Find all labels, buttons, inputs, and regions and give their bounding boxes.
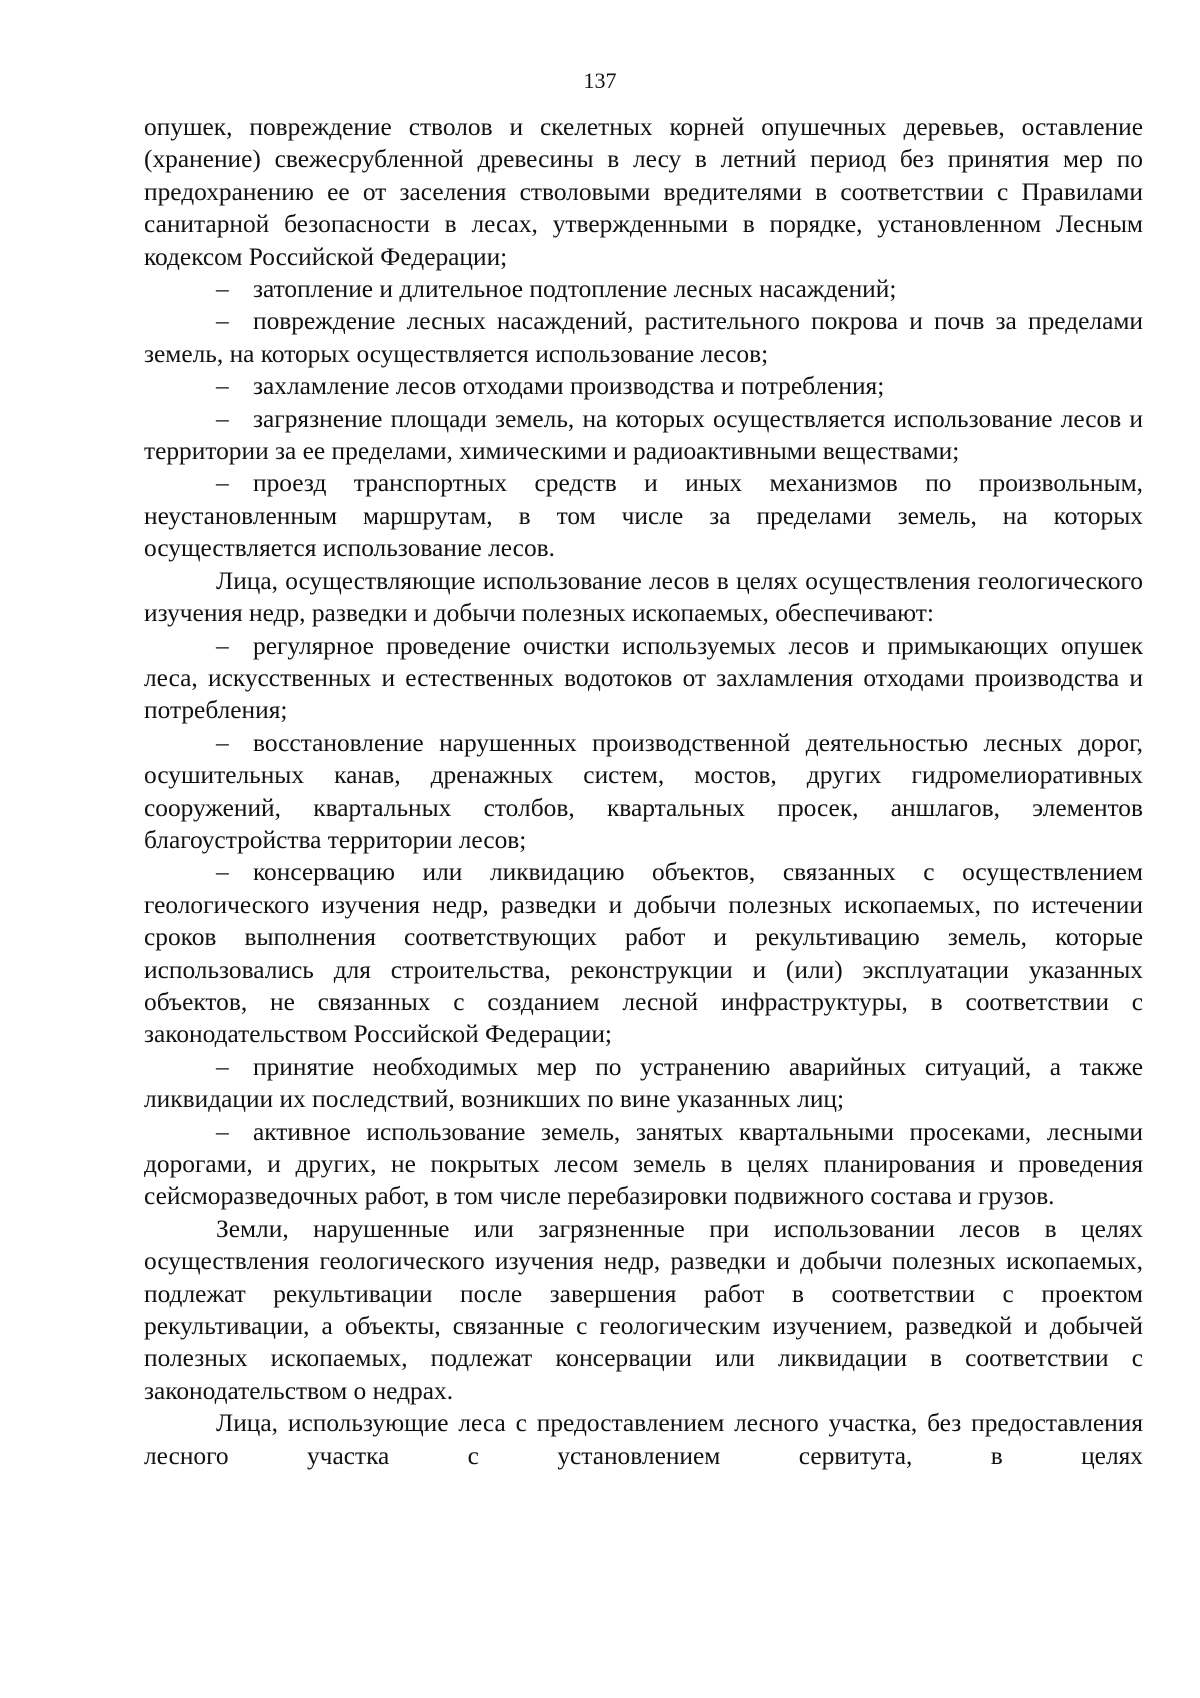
list-item: – регулярное проведение очистки используемых лесов и примыкающих опушек леса, искусственных и естественных водотоков от захламления отходами производства и потребления; [144, 631, 1143, 725]
list-item: – консервацию или ликвидацию объектов, связанных с осуществлением геологического изучения недр, разведки и добычи полезных ископаемых, по истечении сроков выполнения соответствующих работ и рекультивацию земель, которые использовались для строительства, реконструкции и (или) эксплуатации указанных объектов, не связанных с созданием лесной инфраструктуры, в соответствии с законодательством Российской Федерации; [144, 858, 1143, 1049]
bullet-dash: – [216, 372, 229, 401]
page-number: 137 [583, 68, 617, 93]
bullet-dash: – [216, 631, 229, 660]
list-item: – восстановление нарушенных производственной деятельностью лесных дорог, осушительных канав, дренажных систем, мостов, других гидромелиоративных сооружений, квартальных столбов, квартальных просек, аншлагов, элементов благоустройства территории лесов; [144, 728, 1143, 854]
list-item: – загрязнение площади земель, на которых осуществляется использование лесов и территории за ее пределами, химическими и радиоактивными веществами; [144, 404, 1143, 466]
bullet-dash: – [216, 1117, 229, 1146]
list-item: – принятие необходимых мер по устранению аварийных ситуаций, а также ликвидации их последствий, возникших по вине указанных лиц; [144, 1052, 1143, 1114]
bullet-dash: – [216, 307, 229, 336]
list-item: – захламление лесов отходами производства и потребления; [144, 370, 1143, 402]
bullet-dash: – [216, 858, 229, 887]
paragraph-continues: Лица, использующие леса с предоставлением лесного участка, без предоставления лесного участка с установлением сервитута, в целях [144, 1409, 1143, 1470]
paragraph: Лица, осуществляющие использование лесов в целях осуществления геологического изучения недр, разведки и добычи полезных ископаемых, обеспечивают: [144, 566, 1143, 628]
bullet-dash: – [216, 469, 229, 498]
paragraph-continuation: опушек, повреждение стволов и скелетных корней опушечных деревьев, оставление (хранение) свежесрубленной древесины в лесу в летний период без принятия мер по предохранению ее от заселения стволовыми вредителями в соответствии с Правилами санитарной безопасности в лесах, утвержденными в порядке, установленном Лесным кодексом Российской Федерации; [144, 113, 1143, 271]
list-item: – проезд транспортных средств и иных механизмов по произвольным, неустановленным маршрутам, в том числе за пределами земель, на которых осуществляется использование лесов. [144, 469, 1143, 563]
list-item: – повреждение лесных насаждений, растительного покрова и почв за пределами земель, на которых осуществляется использование лесов; [144, 307, 1143, 368]
list-item: – затопление и длительное подтопление лесных насаждений; [144, 273, 1143, 305]
bullet-dash: – [216, 404, 229, 433]
document-body [144, 111, 1143, 1472]
bullet-dash: – [216, 728, 229, 757]
list-item: – активное использование земель, занятых квартальными просеками, лесными дорогами, и других, не покрытых лесом земель в целях планирования и проведения сейсморазведочных работ, в том числе перебазировки подвижного состава и грузов. [144, 1117, 1143, 1211]
bullet-dash: – [216, 1052, 229, 1081]
paragraph: Земли, нарушенные или загрязненные при использовании лесов в целях осуществления геологического изучения недр, разведки и добычи полезных ископаемых, подлежат рекультивации после завершения работ в соответствии с проектом рекультивации, а объекты, связанные с геологическим изучением, разведкой и добычей полезных ископаемых, подлежат консервации или ликвидации в соответствии с законодательством о недрах. [144, 1214, 1143, 1405]
bullet-dash: – [216, 275, 229, 304]
